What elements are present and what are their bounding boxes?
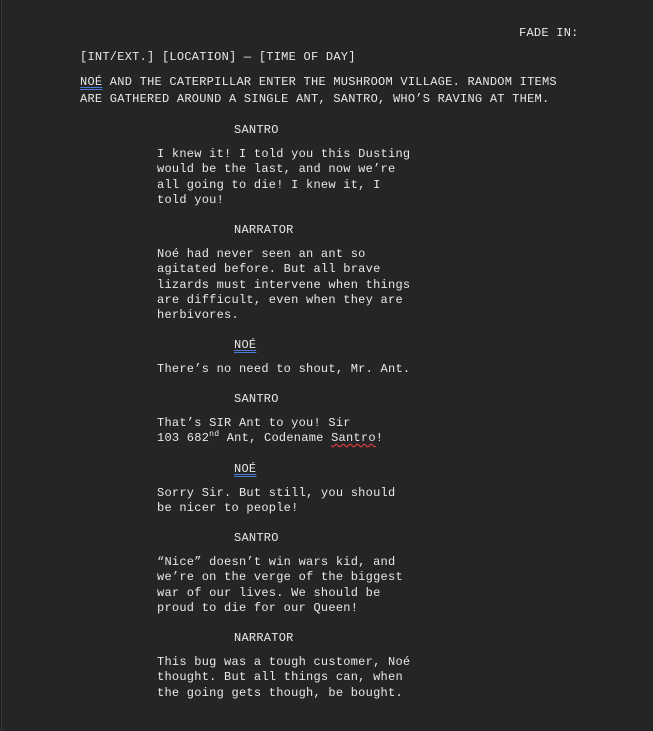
scene-heading: [INT/EXT.] [LOCATION] — [TIME OF DAY] <box>80 50 356 64</box>
character-name: SANTRO <box>234 531 279 545</box>
dialogue-line: There’s no need to shout, Mr. Ant. <box>157 362 411 376</box>
action-speaker-name: NOÉ <box>80 75 103 89</box>
dialogue-text: ! <box>375 431 384 445</box>
dialogue-line: “Nice” doesn’t win wars kid, and <box>157 555 396 569</box>
ordinal-suffix: nd <box>209 430 220 439</box>
dialogue-line: Noé had never seen an ant so <box>157 247 366 261</box>
dialogue-line: the going gets though, be bought. <box>157 686 403 700</box>
character-name <box>234 462 256 477</box>
dialogue-line: lizards must intervene when things <box>157 278 411 292</box>
character-name: SANTRO <box>234 123 279 137</box>
dialogue-line: thought. But all things can, when <box>157 670 403 684</box>
dialogue-text: Ant, Codename <box>219 431 332 445</box>
dialogue-line: This bug was a tough customer, Noé <box>157 655 411 669</box>
transition-text: FADE IN: <box>519 26 579 40</box>
dialogue-line: Sorry Sir. But still, you should <box>157 486 396 500</box>
dialogue-line: war of our lives. We should be <box>157 586 381 600</box>
dialogue-line: be nicer to people! <box>157 501 299 515</box>
action-line: ARE GATHERED AROUND A SINGLE ANT, SANTRO, WHO’S RAVING AT THEM. <box>80 92 550 106</box>
character-name-flagged: NOÉ <box>234 338 257 352</box>
character-name <box>234 338 256 353</box>
character-name: SANTRO <box>234 392 279 406</box>
dialogue-line: proud to die for our Queen! <box>157 601 359 615</box>
dialogue-line: are difficult, even when they are <box>157 293 403 307</box>
dialogue-line: agitated before. But all brave <box>157 262 381 276</box>
dialogue-line: That’s SIR Ant to you! Sir <box>157 416 351 430</box>
action-line <box>80 75 557 90</box>
ordinal-number: 103 682 <box>157 431 210 445</box>
dialogue-line: we’re on the verge of the biggest <box>157 570 403 584</box>
character-name: NARRATOR <box>234 631 294 645</box>
dialogue-line: herbivores. <box>157 308 239 322</box>
dialogue-line: would be the last, and now we’re <box>157 162 396 176</box>
action-line-text: AND THE CATERPILLAR ENTER THE MUSHROOM VILLAGE. RANDOM ITEMS <box>102 75 557 89</box>
misspelled-word[interactable]: Santro <box>331 431 376 445</box>
character-name-flagged: NOÉ <box>234 462 257 476</box>
dialogue-line: I knew it! I told you this Dusting <box>157 147 411 161</box>
character-name: NARRATOR <box>234 223 294 237</box>
dialogue-line: told you! <box>157 193 225 207</box>
dialogue-line <box>157 431 383 446</box>
dialogue-line: all going to die! I knew it, I <box>157 178 381 192</box>
script-page <box>1 0 653 731</box>
